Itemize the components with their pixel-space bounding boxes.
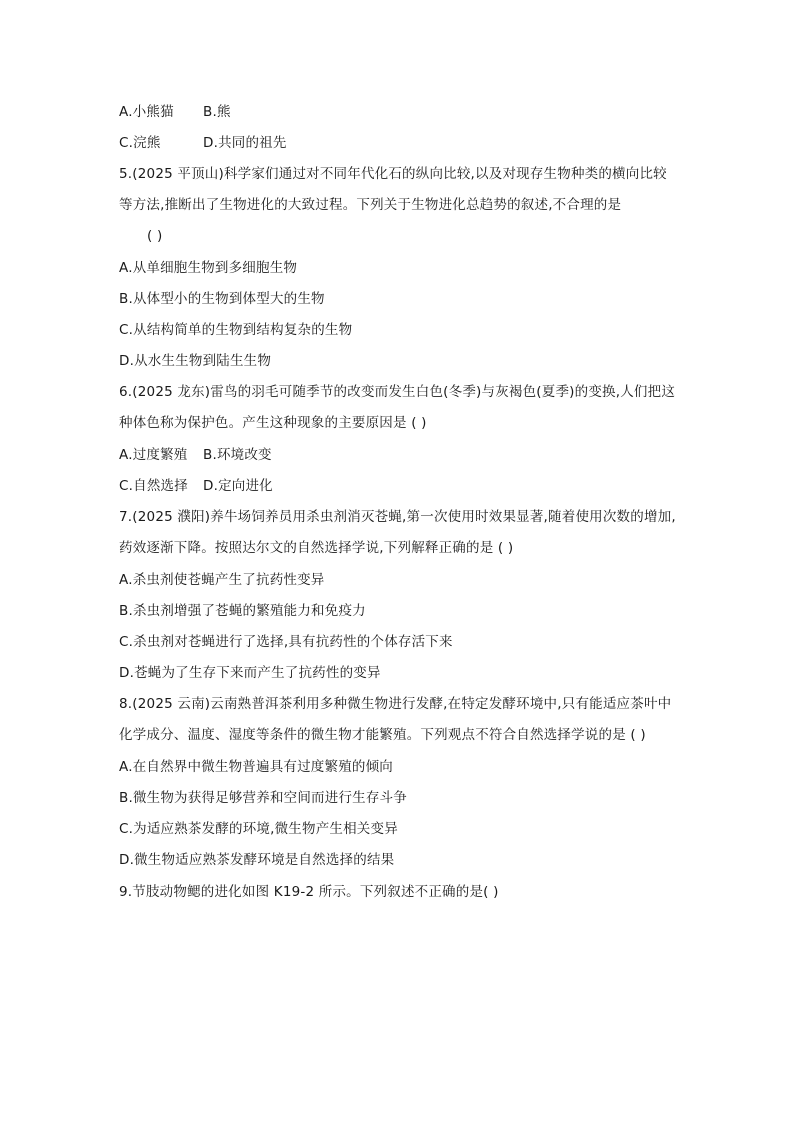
q4-option-c: C.浣熊 [119, 135, 161, 151]
q7-option-c: C.杀虫剂对苍蝇进行了选择,具有抗药性的个体存活下来 [119, 634, 453, 650]
q6-option-c: C.自然选择 [119, 478, 188, 494]
q9-stem-line-1: 9.节肢动物鳃的进化如图 K19-2 所示。下列叙述不正确的是( ) [119, 884, 499, 900]
q5-option-c: C.从结构简单的生物到结构复杂的生物 [119, 322, 353, 338]
q5-stem-line-2: 等方法,推断出了生物进化的大致过程。下列关于生物进化总趋势的叙述,不合理的是 [119, 197, 622, 213]
q5-option-b: B.从体型小的生物到体型大的生物 [119, 291, 325, 307]
q7-option-b: B.杀虫剂增强了苍蝇的繁殖能力和免疫力 [119, 603, 366, 619]
q7-option-d: D.苍蝇为了生存下来而产生了抗药性的变异 [119, 665, 381, 681]
q8-option-d: D.微生物适应熟茶发酵环境是自然选择的结果 [119, 852, 395, 868]
q8-stem-line-2: 化学成分、温度、湿度等条件的微生物才能繁殖。下列观点不符合自然选择学说的是 ( ) [119, 727, 646, 743]
q6-options-row-1 [119, 445, 272, 465]
q8-option-a: A.在自然界中微生物普遍具有过度繁殖的倾向 [119, 759, 393, 775]
q7-stem-line-1: 7.(2025 濮阳)养牛场饲养员用杀虫剂消灭苍蝇,第一次使用时效果显著,随着使用次数的增加, [119, 509, 676, 525]
q4-options-row-1 [119, 102, 231, 122]
q6-option-b: B.环境改变 [203, 447, 272, 463]
q8-stem-line-1: 8.(2025 云南)云南熟普洱茶利用多种微生物进行发酵,在特定发酵环境中,只有能适应茶叶中 [119, 696, 672, 712]
q4-option-b: B.熊 [203, 104, 231, 120]
q8-option-b: B.微生物为获得足够营养和空间而进行生存斗争 [119, 790, 407, 806]
q5-option-a: A.从单细胞生物到多细胞生物 [119, 260, 298, 276]
q7-stem-line-2: 药效逐渐下降。按照达尔文的自然选择学说,下列解释正确的是 ( ) [119, 540, 514, 556]
q6-option-d: D.定向进化 [203, 478, 273, 494]
q4-option-d: D.共同的祖先 [203, 135, 287, 151]
q5-answer-blank: ( ) [147, 228, 163, 244]
q7-option-a: A.杀虫剂使苍蝇产生了抗药性变异 [119, 572, 325, 588]
q4-option-a: A.小熊猫 [119, 104, 174, 120]
q6-options-row-2 [119, 476, 273, 496]
q5-option-d: D.从水生生物到陆生生物 [119, 353, 272, 369]
q4-options-row-2 [119, 133, 287, 153]
q6-stem-line-1: 6.(2025 龙东)雷鸟的羽毛可随季节的改变而发生白色(冬季)与灰褐色(夏季)的变换,人们把这 [119, 384, 676, 400]
q5-stem-line-1: 5.(2025 平顶山)科学家们通过对不同年代化石的纵向比较,以及对现存生物种类的横向比较 [119, 166, 667, 182]
q6-stem-line-2: 种体色称为保护色。产生这种现象的主要原因是 ( ) [119, 415, 427, 431]
q6-option-a: A.过度繁殖 [119, 447, 188, 463]
q8-option-c: C.为适应熟茶发酵的环境,微生物产生相关变异 [119, 821, 398, 837]
